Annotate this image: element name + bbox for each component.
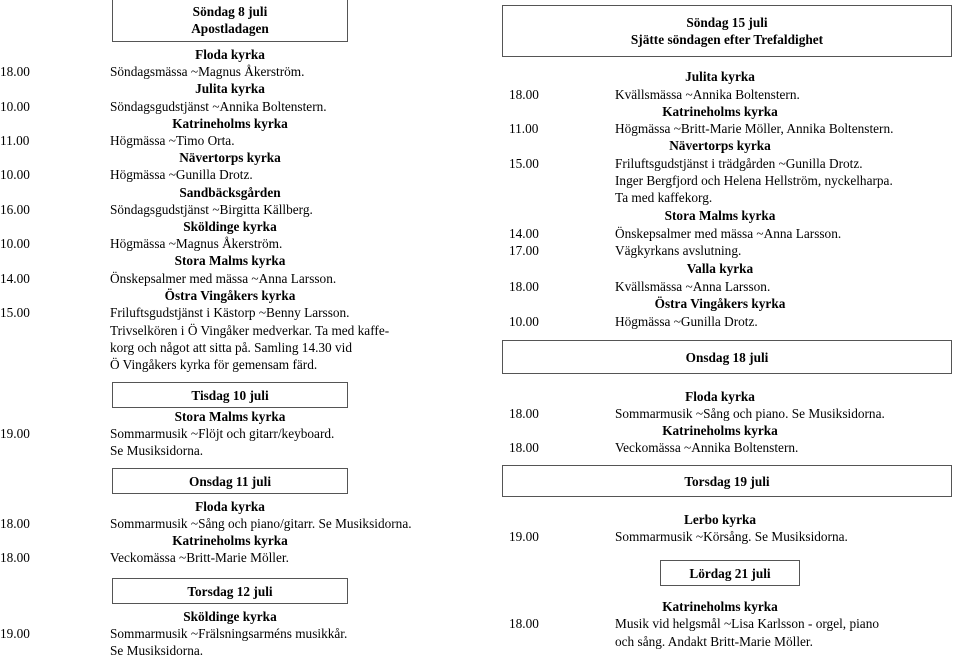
thursday-19-header bbox=[502, 465, 952, 497]
saturday-21-time: 18.00 bbox=[509, 616, 539, 631]
service-time: 10.00 bbox=[0, 167, 30, 183]
thursday-19-time: 19.00 bbox=[509, 529, 539, 544]
saturday-21-header bbox=[660, 560, 800, 586]
wednesday-18-text2: Veckomässa ~Annika Boltenstern. bbox=[615, 440, 799, 455]
katrineholm-text: Högmässa ~Britt-Marie Möller, Annika Boltenstern. bbox=[615, 121, 894, 136]
tuesday-10-text2: Se Musiksidorna. bbox=[110, 443, 204, 458]
service-description: Högmässa ~Gunilla Drotz. bbox=[110, 167, 253, 183]
saturday-21-church: Katrineholms kyrka bbox=[662, 599, 778, 614]
church-heading: Sandbäcksgården bbox=[179, 184, 281, 200]
thursday-19-church: Lerbo kyrka bbox=[683, 512, 757, 527]
tuesday-10-text: Sommarmusik ~Flöjt och gitarr/keyboard. bbox=[110, 426, 335, 441]
ostra-church: Östra Vingåkers kyrka bbox=[654, 296, 786, 311]
wednesday-11-header bbox=[112, 468, 348, 494]
church-heading: Östra Vingåkers kyrka bbox=[164, 287, 296, 303]
sunday-8-subtitle: Apostladagen bbox=[191, 21, 269, 36]
valla-church: Valla kyrka bbox=[686, 261, 754, 276]
tuesday-10-church: Stora Malms kyrka bbox=[174, 409, 286, 424]
julita-time: 18.00 bbox=[509, 87, 539, 102]
service-description: Söndagsgudstjänst ~Birgitta Källberg. bbox=[110, 201, 313, 217]
service-time: 15.00 bbox=[0, 305, 30, 320]
thursday-19-title: Torsdag 19 juli bbox=[684, 474, 770, 489]
julita-text: Kvällsmässa ~Annika Boltenstern. bbox=[615, 87, 800, 102]
wednesday-11-time2: 18.00 bbox=[0, 550, 30, 565]
valla-text: Kvällsmässa ~Anna Larsson. bbox=[615, 279, 771, 294]
storamalm-time1: 14.00 bbox=[509, 226, 539, 241]
ostra-text: Högmässa ~Gunilla Drotz. bbox=[615, 314, 758, 329]
tuesday-10-title: Tisdag 10 juli bbox=[191, 388, 269, 403]
thursday-12-title: Torsdag 12 juli bbox=[187, 584, 273, 599]
sunday-15-title: Söndag 15 juli bbox=[686, 15, 768, 30]
sunday-8-title: Söndag 8 juli bbox=[192, 4, 268, 19]
ostra-time: 10.00 bbox=[509, 314, 539, 329]
thursday-12-church: Sköldinge kyrka bbox=[183, 609, 277, 624]
navertorp-time: 15.00 bbox=[509, 156, 539, 171]
sunday-15-header bbox=[502, 5, 952, 57]
service-description: Önskepsalmer med mässa ~Anna Larsson. bbox=[110, 270, 337, 286]
wednesday-18-church2: Katrineholms kyrka bbox=[662, 423, 778, 438]
wednesday-11-church1: Floda kyrka bbox=[195, 499, 265, 514]
navertorp-text2: Inger Bergfjord och Helena Hellström, nyckelharpa. bbox=[615, 173, 893, 188]
thursday-12-header bbox=[112, 578, 348, 604]
church-heading: Julita kyrka bbox=[195, 81, 265, 97]
wednesday-11-text1: Sommarmusik ~Sång och piano/gitarr. Se Musiksidorna. bbox=[110, 516, 412, 531]
extra-line-2: korg och något att sitta på. Samling 14.30 vid bbox=[110, 340, 353, 355]
service-description: Söndagsgudstjänst ~Annika Boltenstern. bbox=[110, 98, 327, 114]
wednesday-18-time2: 18.00 bbox=[509, 440, 539, 455]
service-description: Högmässa ~Timo Orta. bbox=[110, 133, 235, 148]
sunday-15-subtitle: Sjätte söndagen efter Trefaldighet bbox=[630, 32, 824, 47]
navertorp-text3: Ta med kaffekorg. bbox=[615, 190, 713, 205]
wednesday-11-time1: 18.00 bbox=[0, 516, 30, 531]
katrineholm-church: Katrineholms kyrka bbox=[662, 104, 778, 119]
thursday-12-text: Sommarmusik ~Frälsningsarméns musikkår. bbox=[110, 626, 348, 641]
storamalm-time2: 17.00 bbox=[509, 243, 539, 258]
wednesday-18-church1: Floda kyrka bbox=[685, 389, 755, 404]
navertorp-text: Friluftsgudstjänst i trädgården ~Gunilla Drotz. bbox=[615, 156, 863, 171]
thursday-12-text2: Se Musiksidorna. bbox=[110, 643, 204, 658]
service-time: 10.00 bbox=[0, 98, 30, 114]
saturday-21-text: Musik vid helgsmål ~Lisa Karlsson - orgel, piano bbox=[615, 616, 879, 631]
extra-line-3: Ö Vingåkers kyrka för gemensam färd. bbox=[110, 357, 318, 372]
wednesday-18-time1: 18.00 bbox=[509, 406, 539, 421]
wednesday-11-title: Onsdag 11 juli bbox=[188, 474, 272, 489]
thursday-19-text: Sommarmusik ~Körsång. Se Musiksidorna. bbox=[615, 529, 848, 544]
church-heading: Katrineholms kyrka bbox=[172, 115, 288, 131]
wednesday-11-text2: Veckomässa ~Britt-Marie Möller. bbox=[110, 550, 289, 565]
wednesday-18-title: Onsdag 18 juli bbox=[685, 350, 769, 365]
navertorp-church: Nävertorps kyrka bbox=[669, 138, 771, 153]
church-heading: Nävertorps kyrka bbox=[179, 150, 281, 166]
extra-line-1: Trivselkören i Ö Vingåker medverkar. Ta med kaffe- bbox=[110, 323, 390, 338]
service-time: 11.00 bbox=[0, 133, 30, 148]
storamalm-church: Stora Malms kyrka bbox=[664, 208, 776, 223]
tuesday-10-header bbox=[112, 382, 348, 408]
tuesday-10-time: 19.00 bbox=[0, 426, 30, 441]
sunday-8-header bbox=[112, 0, 348, 42]
service-description: Friluftsgudstjänst i Kästorp ~Benny Larsson. bbox=[110, 305, 350, 320]
storamalm-text2: Vägkyrkans avslutning. bbox=[615, 243, 742, 258]
thursday-12-time: 19.00 bbox=[0, 626, 30, 641]
saturday-21-title: Lördag 21 juli bbox=[689, 566, 771, 581]
saturday-21-text2: och sång. Andakt Britt-Marie Möller. bbox=[615, 634, 813, 649]
service-time: 18.00 bbox=[0, 64, 30, 80]
wednesday-11-church2: Katrineholms kyrka bbox=[172, 533, 288, 548]
service-time: 10.00 bbox=[0, 236, 30, 252]
valla-time: 18.00 bbox=[509, 279, 539, 294]
katrineholm-time: 11.00 bbox=[509, 121, 539, 136]
service-time: 16.00 bbox=[0, 201, 30, 217]
service-description: Högmässa ~Magnus Åkerström. bbox=[110, 236, 283, 252]
church-heading: Floda kyrka bbox=[195, 47, 265, 62]
church-heading: Stora Malms kyrka bbox=[174, 253, 286, 269]
service-description: Söndagsmässa ~Magnus Åkerström. bbox=[110, 64, 305, 80]
wednesday-18-text1: Sommarmusik ~Sång och piano. Se Musiksidorna. bbox=[615, 406, 885, 421]
service-time: 14.00 bbox=[0, 270, 30, 286]
wednesday-18-header bbox=[502, 340, 952, 374]
church-heading: Sköldinge kyrka bbox=[183, 219, 277, 234]
julita-church: Julita kyrka bbox=[685, 69, 755, 84]
storamalm-text1: Önskepsalmer med mässa ~Anna Larsson. bbox=[615, 226, 842, 241]
